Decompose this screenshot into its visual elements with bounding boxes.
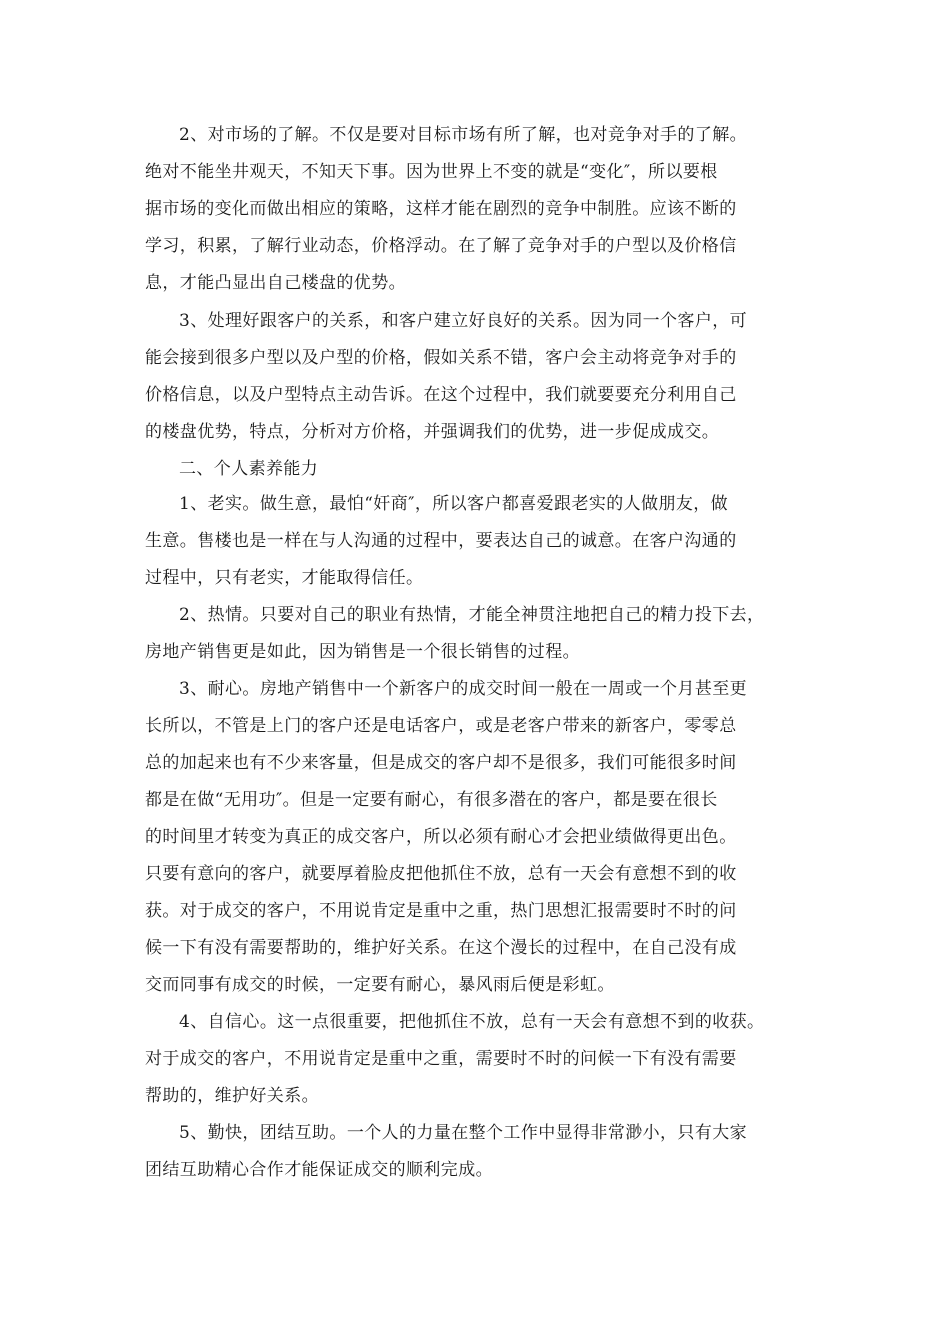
- paragraph-line: 获。对于成交的客户，不用说肯定是重中之重，热门思想汇报需要时不时的问: [145, 901, 737, 921]
- paragraph-line: 能会接到很多户型以及户型的价格，假如关系不错，客户会主动将竞争对手的: [145, 348, 737, 368]
- paragraph-line: 3、处理好跟客户的关系，和客户建立好良好的关系。因为同一个客户，可: [179, 311, 748, 331]
- paragraph-line: 帮助的，维护好关系。: [145, 1086, 319, 1106]
- paragraph-line: 2、热情。只要对自己的职业有热情，才能全神贯注地把自己的精力投下去，: [179, 605, 765, 625]
- paragraph-line: 据市场的变化而做出相应的策略，这样才能在剧烈的竞争中制胜。应该不断的: [145, 199, 737, 219]
- paragraph-line: 长所以，不管是上门的客户还是电话客户，或是老客户带来的新客户，零零总: [145, 716, 737, 736]
- paragraph-line: 绝对不能坐井观天，不知天下事。因为世界上不变的就是“变化″，所以要根: [145, 162, 718, 182]
- paragraph-line: 5、勤快，团结互助。一个人的力量在整个工作中显得非常渺小，只有大家: [179, 1123, 748, 1143]
- paragraph-line: 总的加起来也有不少来客量，但是成交的客户却不是很多，我们可能很多时间: [145, 753, 737, 773]
- paragraph-line: 团结互助精心合作才能保证成交的顺利完成。: [145, 1160, 493, 1180]
- paragraph-line: 2、对市场的了解。不仅是要对目标市场有所了解，也对竞争对手的了解。: [179, 125, 748, 145]
- paragraph-line: 都是在做“无用功″。但是一定要有耐心，有很多潜在的客户，都是要在很长: [145, 790, 718, 810]
- section-heading: 二、个人素养能力: [179, 459, 319, 479]
- paragraph-line: 的楼盘优势，特点，分析对方价格，并强调我们的优势，进一步促成成交。: [145, 422, 720, 442]
- paragraph-line: 息，才能凸显出自己楼盘的优势。: [145, 273, 406, 293]
- paragraph-line: 4、自信心。这一点很重要，把他抓住不放，总有一天会有意想不到的收获。: [179, 1012, 765, 1032]
- paragraph-line: 学习，积累，了解行业动态，价格浮动。在了解了竞争对手的户型以及价格信: [145, 236, 737, 256]
- paragraph-line: 交而同事有成交的时候，一定要有耐心，暴风雨后便是彩虹。: [145, 975, 615, 995]
- paragraph-line: 房地产销售更是如此，因为销售是一个很长销售的过程。: [145, 642, 580, 662]
- paragraph-line: 的时间里才转变为真正的成交客户，所以必须有耐心才会把业绩做得更出色。: [145, 827, 737, 847]
- paragraph-line: 只要有意向的客户，就要厚着脸皮把他抓住不放，总有一天会有意想不到的收: [145, 864, 737, 884]
- paragraph-line: 生意。售楼也是一样在与人沟通的过程中，要表达自己的诚意。在客户沟通的: [145, 531, 737, 551]
- paragraph-line: 1、老实。做生意，最怕“奸商″，所以客户都喜爱跟老实的人做朋友，做: [179, 494, 729, 514]
- paragraph-line: 3、耐心。房地产销售中一个新客户的成交时间一般在一周或一个月甚至更: [179, 679, 748, 699]
- paragraph-line: 过程中，只有老实，才能取得信任。: [145, 568, 424, 588]
- paragraph-line: 价格信息，以及户型特点主动告诉。在这个过程中，我们就要要充分利用自己: [145, 385, 737, 405]
- paragraph-line: 对于成交的客户，不用说肯定是重中之重，需要时不时的问候一下有没有需要: [145, 1049, 737, 1069]
- paragraph-line: 候一下有没有需要帮助的，维护好关系。在这个漫长的过程中，在自己没有成: [145, 938, 737, 958]
